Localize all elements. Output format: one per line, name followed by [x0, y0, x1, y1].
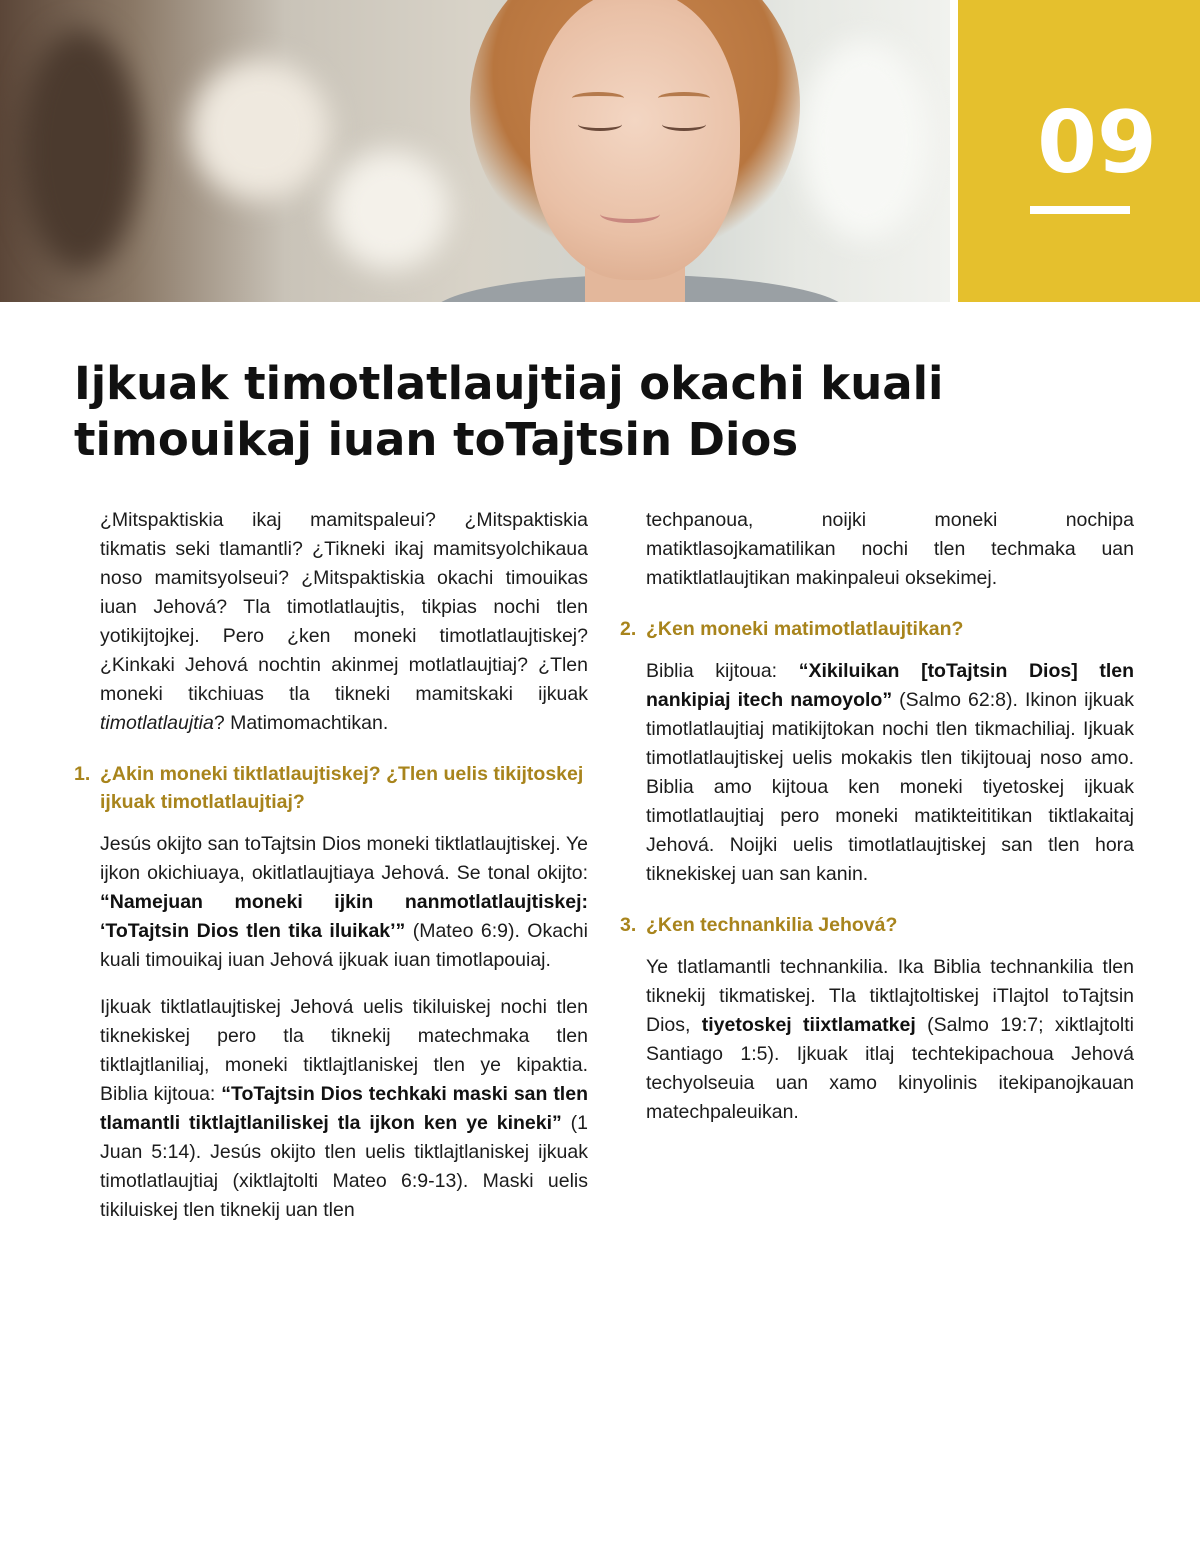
bokeh-shape [800, 40, 930, 240]
intro-italic-word: timotlatlaujtia [100, 712, 214, 734]
text: Ijkuak tiktlatlaujtiskej Jehová uelis tikiluiskej nochi tlen tiknekiskej pero tla tiknekij matechmaka tlen tiktlajtlaniliaj, moneki tiktlajtlaniskej tlen ye kipaktia. Biblia kijtoua: [100, 996, 588, 1105]
bokeh-shape [20, 30, 140, 270]
question-1-paragraph-2 [100, 993, 588, 1225]
header-photo-woman-praying [0, 0, 950, 302]
page-title-line-2: timouikaj iuan toTajtsin Dios [74, 413, 799, 466]
lesson-number: 09 [1037, 93, 1157, 193]
face [530, 0, 740, 280]
bold-scripture-quote: “Xikiluikan [toTajtsin Dios] tlen nankipiaj itech namoyolo” [646, 660, 1134, 711]
lesson-number-badge [958, 0, 1200, 302]
question-1-paragraph-1 [100, 830, 588, 975]
left-eyebrow [572, 92, 624, 104]
question-1 [74, 760, 588, 816]
bokeh-shape [330, 150, 450, 270]
left-closed-eye [578, 118, 622, 131]
question-2 [620, 615, 1134, 643]
text: (Salmo 19:7; xiktlajtolti Santiago 1:5). Ijkuak itlaj techtekipachoua Jehová techyolseuia uan xamo kinyolinis itekipanojkauan matechpaleuikan. [646, 1014, 1135, 1123]
text: techpanoua, noijki moneki nochipa matiktlasojkamatilikan nochi tlen techmaka uan matiktlatlaujtikan makinpaleui oksekimej. [646, 509, 1134, 589]
bokeh-shape [190, 60, 330, 200]
text: (Salmo 62:8). Ikinon ijkuak timotlatlaujtiaj matikijtokan nochi tlen tikmachiliaj. Ijkuak timotlatlaujtiskej uelis mokakis tlen tikijtouaj noso amo. Biblia amo kijtoua ken moneki tiyetoskej ijkuak timotlatlaujtiaj pero moneki matikteititikan tiktlakaitaj Jehová. Noijki uelis timotlatlaujtiskej san tlen hora tiknekiskej uan san kanin. [646, 689, 1134, 885]
text: Biblia kijtoua: [646, 660, 799, 682]
left-column [74, 506, 588, 1243]
question-1-number: 1. [74, 763, 91, 785]
text: Jesús okijto san toTajtsin Dios moneki tiktlatlaujtiskej. Ye ijkon okichiuaya, okitlatlaujtiaya Jehová. Se tonal okijto: [100, 833, 588, 884]
page-title-line-1: Ijkuak timotlatlaujtiaj okachi kuali [74, 357, 944, 410]
bold-phrase: tiyetoskej tiixtlamatkej [701, 1014, 916, 1036]
right-closed-eye [662, 118, 706, 131]
smile [600, 205, 660, 223]
intro-text-2: ? Matimomachtikan. [213, 712, 389, 734]
text: Ye tlatlamantli technankilia. Ika Biblia technankilia tlen tiknekij tikmatiskej. Tla tiktlajtoltiskej iTlajtol toTajtsin Dios, [646, 956, 1134, 1036]
lesson-number-underline [1030, 206, 1130, 214]
question-1-paragraph-2-continued [646, 506, 1134, 593]
page-title [74, 356, 1134, 468]
bold-scripture-quote: “ToTajtsin Dios techkaki maski san tlen tlamantli tiktlajtlaniliskej tla ijkon ken ye kineki” [100, 1083, 588, 1134]
text: (1 Juan 5:14). Jesús okijto tlen uelis tiktlajtlaniskej ijkuak timotlatlaujtiaj (xiktlajtolti Mateo 6:9-13). Maski uelis tikiluiskej tlen tiknekij uan tlen [100, 1112, 588, 1221]
question-2-number: 2. [620, 618, 637, 640]
question-2-text: ¿Ken moneki matimotlatlaujtikan? [646, 618, 964, 640]
right-eyebrow [658, 92, 710, 104]
question-3 [620, 911, 1134, 939]
right-column [620, 506, 1134, 1145]
intro-text-1: ¿Mitspaktiskia ikaj mamitspaleui? ¿Mitspaktiskia tikmatis seki tlamantli? ¿Tikneki ikaj mamitsyolchikaua noso mamitsyolseui? ¿Mitspaktiskia okachi timouikas iuan Jehová? Tla timotlatlaujtis, tikpias nochi tlen yotikijtojkej. Pero ¿ken moneki timotlatlaujtiskej? ¿Kinkaki Jehová nochtin akinmej motlatlaujtiaj? ¿Tlen moneki tikchiuas tla tikneki mamitskaki ijkuak [100, 509, 588, 705]
question-3-text: ¿Ken technankilia Jehová? [646, 914, 898, 936]
text: (Mateo 6:9). Okachi kuali timouikaj iuan Jehová ijkuak iuan timotlapouiaj. [100, 920, 588, 971]
question-1-text: ¿Akin moneki tiktlatlaujtiskej? ¿Tlen uelis tikijtoskej ijkuak timotlatlaujtiaj? [100, 763, 584, 813]
question-3-number: 3. [620, 914, 637, 936]
question-2-paragraph-1 [646, 657, 1134, 889]
intro-paragraph [100, 506, 588, 738]
question-3-paragraph-1 [646, 953, 1134, 1127]
bold-scripture-quote: “Namejuan moneki ijkin nanmotlatlaujtiskej: ‘ToTajtsin Dios tlen tika iluikak’” [100, 891, 588, 942]
